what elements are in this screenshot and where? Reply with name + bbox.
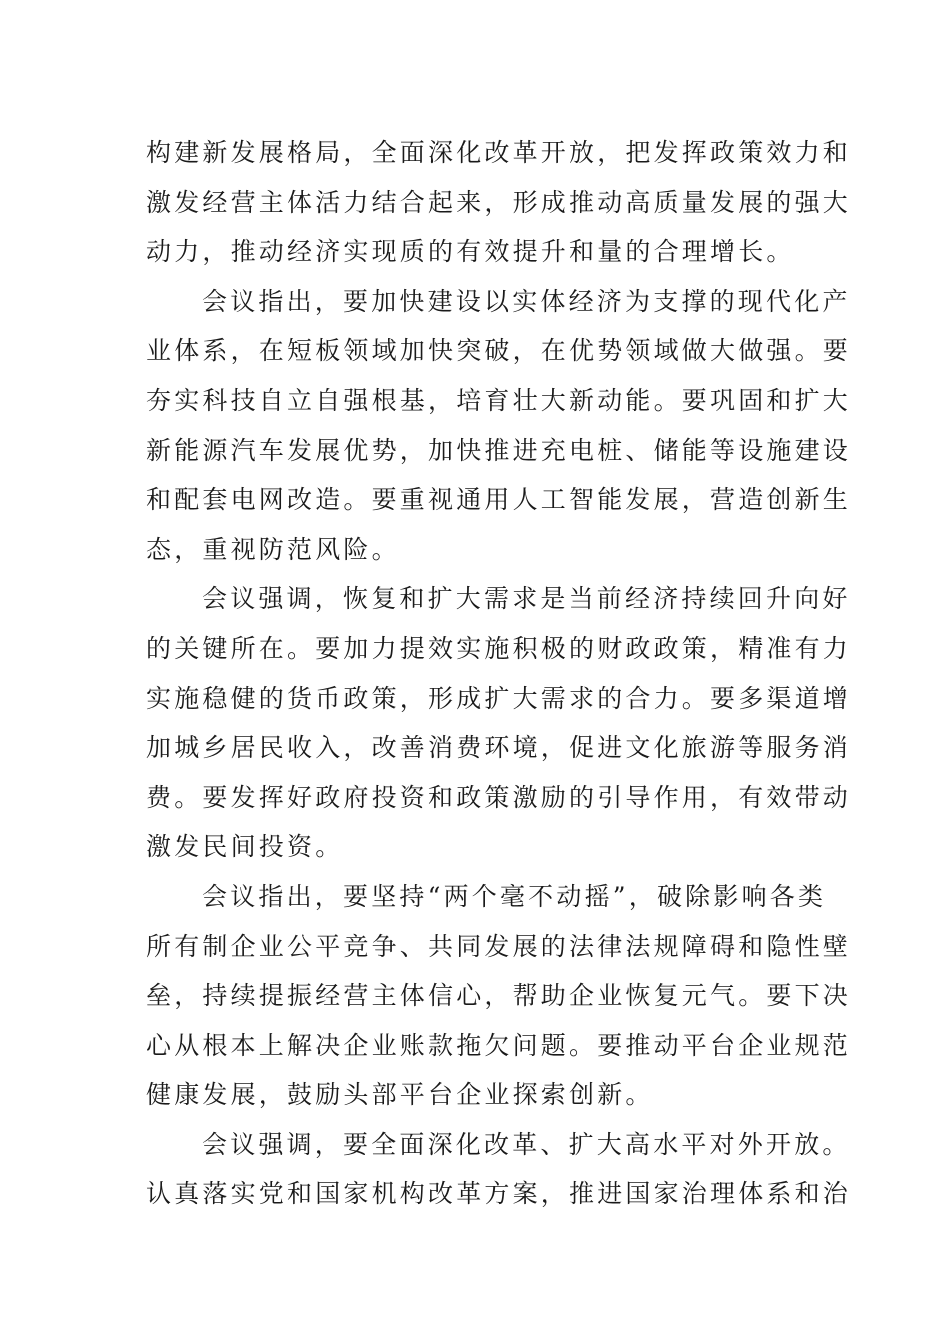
text-line: 实施稳健的货币政策，形成扩大需求的合力。要多渠道增 — [146, 683, 852, 713]
text-line: 动力，推动经济实现质的有效提升和量的合理增长。 — [146, 237, 795, 267]
text-line: 构建新发展格局，全面深化改革开放，把发挥政策效力和 — [146, 138, 852, 167]
text-line: 认真落实党和国家机构改革方案，推进国家治理体系和治 — [146, 1179, 852, 1209]
text-line: 业体系，在短板领域加快突破，在优势领域做大做强。要 — [146, 336, 852, 366]
text-line: 态，重视防范风险。 — [146, 534, 400, 564]
paragraph-start-line: 会议指出，要坚持“两个毫不动摇”，破除影响各类 — [202, 881, 827, 911]
text-line: 健康发展，鼓励头部平台企业探索创新。 — [146, 1080, 654, 1110]
text-line: 加城乡居民收入，改善消费环境，促进文化旅游等服务消 — [146, 733, 852, 763]
text-line: 激发经营主体活力结合起来，形成推动高质量发展的强大 — [146, 187, 852, 217]
paragraph-start-line: 会议指出，要加快建设以实体经济为支撑的现代化产 — [202, 286, 851, 316]
paragraph-start-line: 会议强调，要全面深化改革、扩大高水平对外开放。 — [202, 1129, 851, 1159]
text-line: 和配套电网改造。要重视通用人工智能发展，营造创新生 — [146, 485, 852, 515]
text-line: 所有制企业公平竞争、共同发展的法律法规障碍和隐性壁 — [146, 931, 852, 961]
document-body — [146, 128, 852, 1219]
text-line: 激发民间投资。 — [146, 832, 344, 862]
paragraph-start-line: 会议强调，恢复和扩大需求是当前经济持续回升向好 — [202, 584, 851, 614]
text-line: 费。要发挥好政府投资和政策激励的引导作用，有效带动 — [146, 782, 852, 812]
text-line: 心从根本上解决企业账款拖欠问题。要推动平台企业规范 — [146, 1030, 852, 1060]
text-line: 的关键所在。要加力提效实施积极的财政政策，精准有力 — [146, 633, 852, 663]
text-line: 垒，持续提振经营主体信心，帮助企业恢复元气。要下决 — [146, 981, 852, 1011]
text-line: 夯实科技自立自强根基，培育壮大新动能。要巩固和扩大 — [146, 385, 852, 415]
text-line: 新能源汽车发展优势，加快推进充电桩、储能等设施建设 — [146, 435, 852, 465]
